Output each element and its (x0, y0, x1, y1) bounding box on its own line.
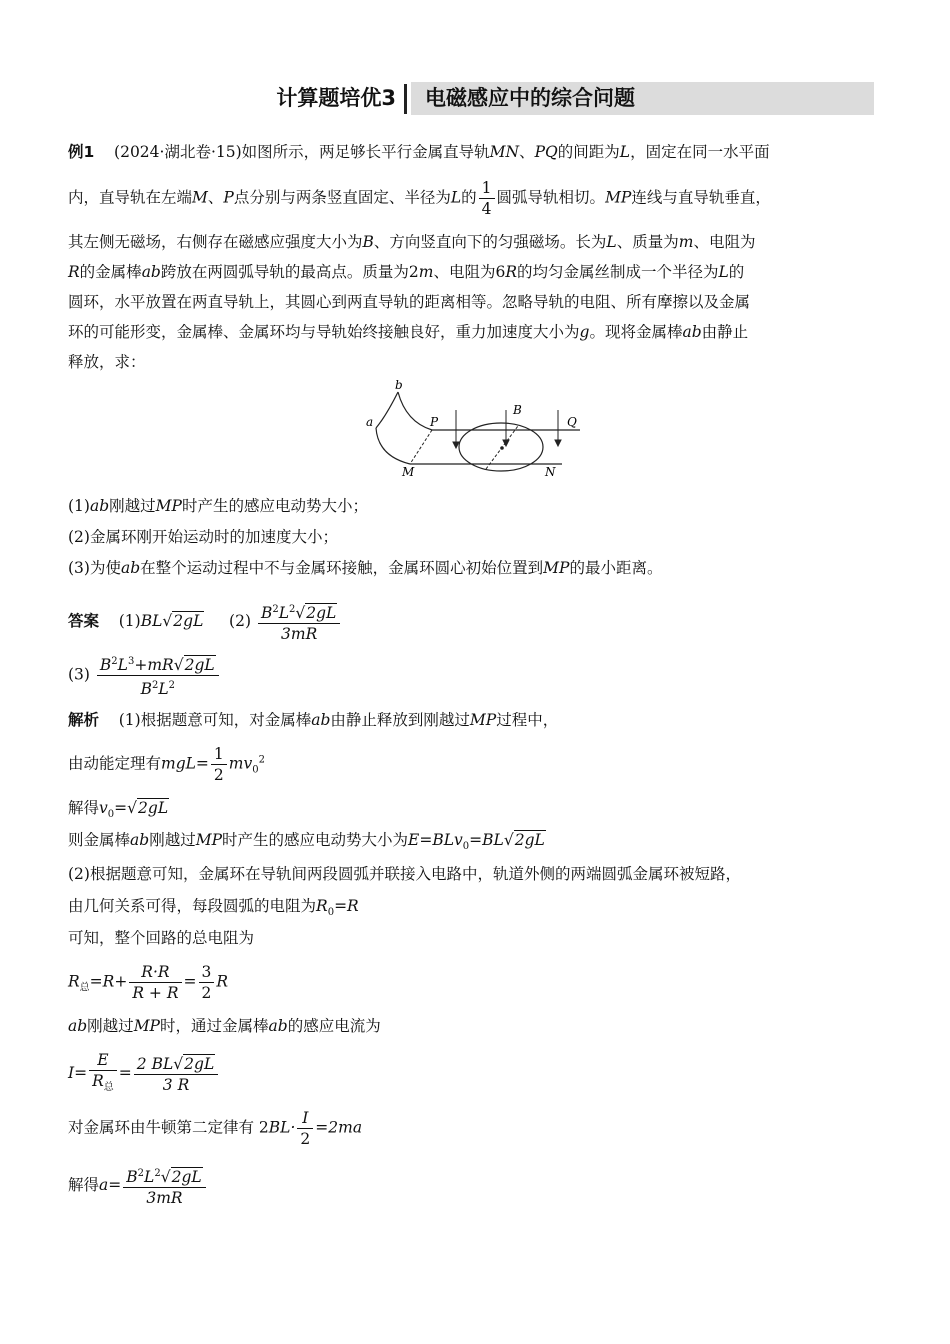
answer-line-1: 答案 (1)BL√2gL (2) $\frac{B^2L^2√2gL}{3mR}$ (68, 600, 342, 644)
problem-line-3: 其左侧无磁场，右侧存在磁感应强度大小为B、方向竖直向下的匀强磁场。长为L、质量为m、电阻为 (68, 233, 756, 251)
answer-line-2: (3) $\frac{B^2L^3+mR√2gL}{B^2L^2}$ (68, 652, 221, 699)
example-source: (2024·湖北卷·15) (114, 143, 242, 161)
ring-center (500, 446, 504, 450)
problem-line-4: R的金属棒ab跨放在两圆弧导轨的最高点。质量为2m、电阻为6R的均匀金属丝制成一个半径为L的 (68, 263, 745, 281)
question-3: (3)为使ab在整个运动过程中不与金属环接触，金属环圆心初始位置到MP的最小距离。 (68, 559, 663, 577)
label-field-b: B (513, 403, 522, 417)
rail-circuit-diagram (362, 376, 588, 480)
rod-ab (376, 392, 398, 428)
solution-line-3: 解得$v_0=√2gL$ (68, 799, 169, 821)
label-p: P (430, 415, 439, 429)
question-1: (1)ab刚越过MP时产生的感应电动势大小； (68, 497, 368, 515)
label-q: Q (567, 415, 577, 429)
question-2: (2)金属环刚开始运动时的加速度大小； (68, 528, 338, 546)
right-arc (398, 392, 432, 430)
solution-line-1: 解析 (1)根据题意可知，对金属棒ab由静止释放到刚越过MP过程中， (68, 711, 559, 729)
mp-line (410, 430, 432, 464)
problem-line-6: 环的可能形变，金属棒、金属环均与导轨始终接触良好，重力加速度大小为g。现将金属棒ab由静止 (68, 323, 749, 341)
solution-line-10: I= $\frac{E}{R_总}$ = $\frac{2 BL√2gL}{3 R}$ (68, 1050, 220, 1098)
label-a: a (366, 415, 374, 429)
solution-line-4: 则金属棒ab刚越过MP时产生的感应电动势大小为E=BLv$_0$=BL√2gL (68, 831, 545, 853)
answer-3-fraction: $\frac{B^2L^3+mR√2gL}{B^2L^2}$ (97, 652, 219, 699)
solution-line-6: 由几何关系可得，每段圆弧的电阻为$R_0=R$ (68, 897, 359, 919)
label-m: M (402, 465, 415, 479)
problem-line-2: 内，直导轨在左端M、P点分别与两条竖直固定、半径为L的 $\frac{1}{4}$ 圆弧导轨相切。MP连线与直导轨垂直， (68, 179, 771, 218)
label-n: N (545, 465, 556, 479)
solution-line-5: (2)根据题意可知，金属环在导轨间两段圆弧并联接入电路中，轨道外侧的两端圆弧金属环被短路， (68, 865, 741, 883)
solution-line-12: 解得a= $\frac{B^2L^2√2gL}{3mR}$ (68, 1164, 208, 1208)
solution-line-2: 由动能定理有mgL= $\frac{1}{2}$ $mv_0^2$ (68, 745, 266, 784)
section-title-bar (230, 82, 874, 115)
answer-2-fraction: $\frac{B^2L^2√2gL}{3mR}$ (258, 600, 340, 644)
solution-line-11: 对金属环由牛顿第二定律有 2BL· $\frac{I}{2}$ =2ma (68, 1109, 363, 1148)
problem-line-7: 释放，求： (68, 353, 146, 371)
title-divider (404, 84, 407, 114)
example-label: 例1 (68, 143, 95, 161)
solution-line-9: ab刚越过MP时，通过金属棒ab的感应电流为 (68, 1017, 381, 1035)
section-topic-title: 电磁感应中的综合问题 (411, 82, 874, 115)
section-number-title: 计算题培优3 (230, 82, 402, 115)
answer-label: 答案 (68, 612, 100, 631)
solution-line-7: 可知，整个回路的总电阻为 (68, 929, 255, 947)
label-b: b (395, 378, 403, 392)
solution-line-8: $R_总=R+$ $\frac{R\cdot R}{R + R}$ = $\frac{3}{2}$ R (68, 963, 229, 1002)
fraction-quarter: $\frac{1}{4}$ (479, 178, 495, 219)
problem-line-1: 例1 (2024·湖北卷·15)如图所示，两足够长平行金属直导轨MN、PQ的间距为L，固定在同一水平面 (68, 143, 770, 161)
left-arc (376, 428, 410, 464)
solution-label: 解析 (68, 711, 100, 729)
field-arrows (453, 410, 561, 448)
problem-line-5: 圆环，水平放置在两直导轨上，其圆心到两直导轨的距离相等。忽略导轨的电阻、所有摩擦以及金属 (68, 293, 751, 311)
